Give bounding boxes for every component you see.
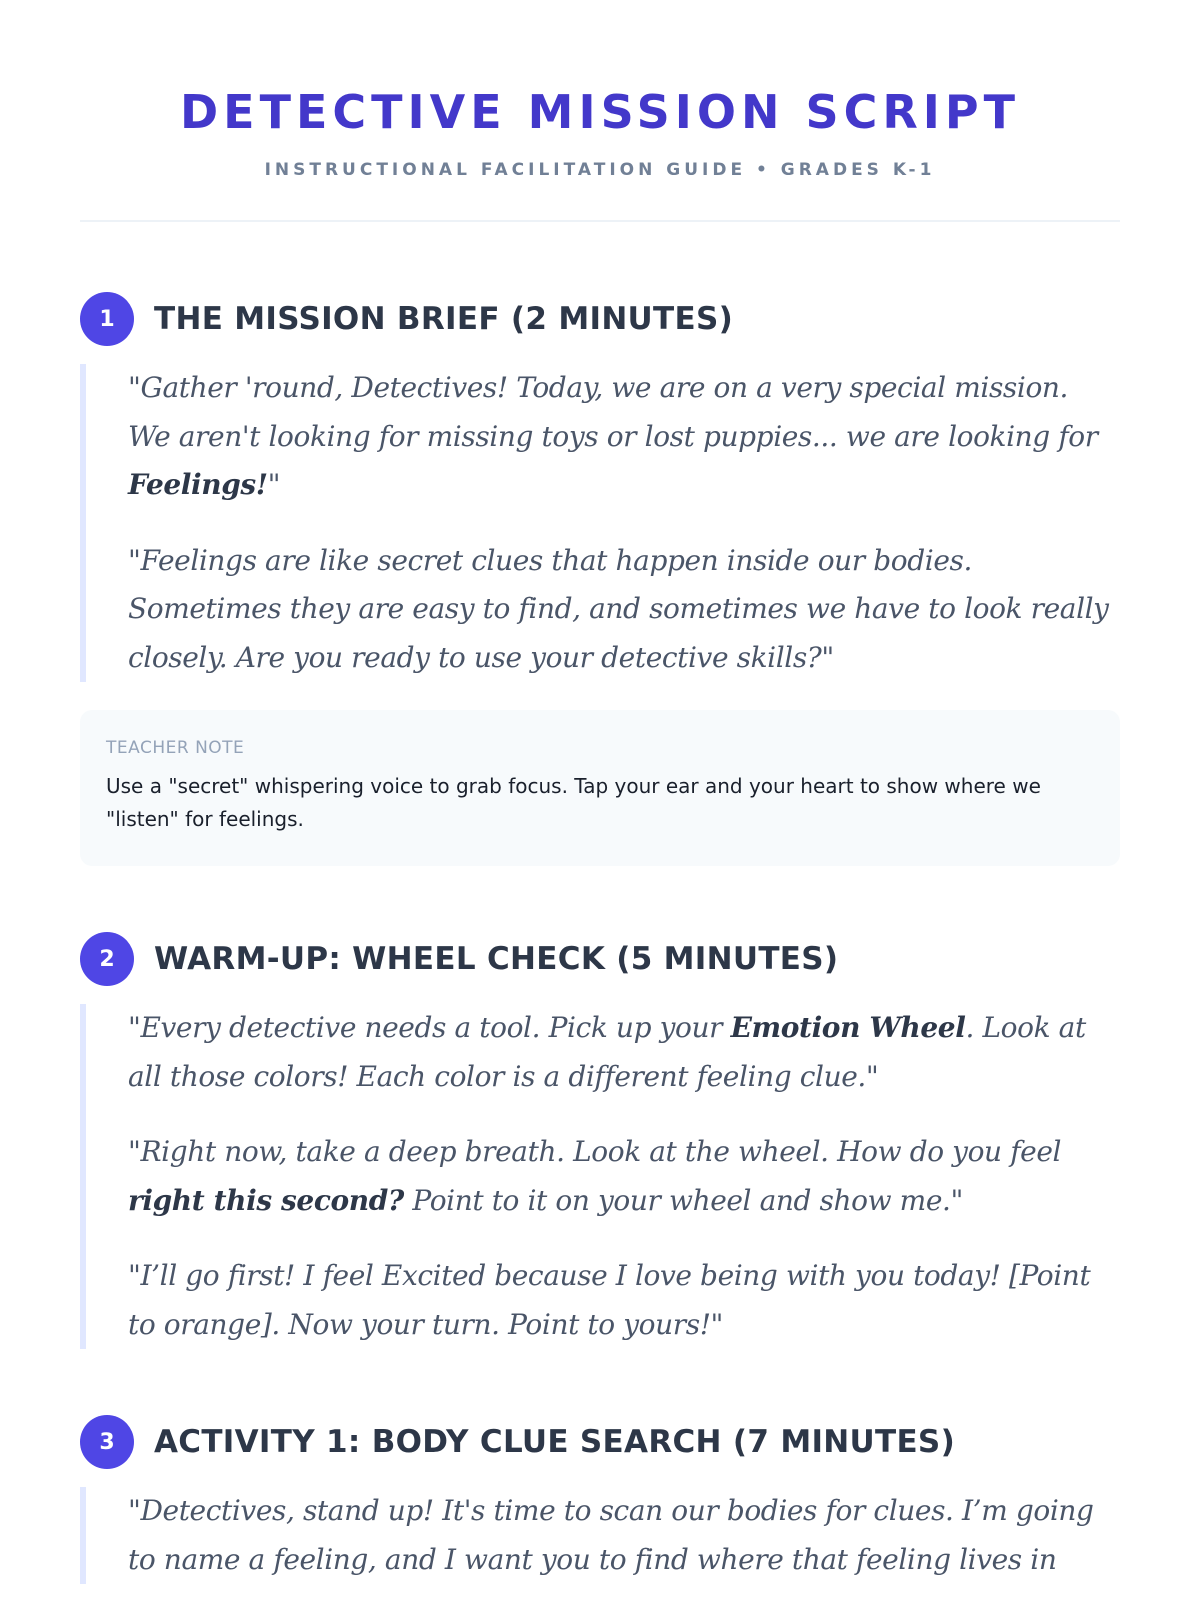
teacher-note-label: TEACHER NOTE <box>106 738 245 758</box>
section-heading <box>80 932 1120 986</box>
section-number-badge: 2 <box>80 932 134 986</box>
teacher-note-text: Use a "secret" whispering voice to grab focus. Tap your ear and your heart to show where we "listen" for feelings. <box>106 774 1041 831</box>
script-paragraph <box>128 1128 1112 1225</box>
script-emphasis: Feelings! <box>128 468 268 501</box>
script-emphasis: Emotion Wheel <box>730 1011 966 1044</box>
document-header <box>80 0 1120 222</box>
section-body-clue-search <box>80 1415 1120 1584</box>
script-paragraph <box>128 364 1112 510</box>
document-title: DETECTIVE MISSION SCRIPT <box>179 85 1021 139</box>
script-text: "I’ll go first! I feel Excited because I love being with you today! [Point to orange]. Now your turn. Point to yours!" <box>128 1259 1091 1341</box>
script-paragraph <box>128 537 1112 683</box>
script-text: "Right now, take a deep breath. Look at the wheel. How do you feel <box>128 1135 1062 1168</box>
script-text: "Gather 'round, Detectives! Today, we are on a very special mission. We aren't looking for missing toys or lost puppies... we are looking for <box>128 371 1098 453</box>
script-block <box>80 1004 1120 1349</box>
section-heading <box>80 292 1120 346</box>
section-number-badge: 1 <box>80 292 134 346</box>
teacher-note <box>80 710 1120 866</box>
script-text: "Feelings are like secret clues that happen inside our bodies. Sometimes they are easy to find, and sometimes we have to look really closely. Are you ready to use your detective skills?" <box>128 543 1109 674</box>
section-heading <box>80 1415 1120 1469</box>
section-title: WARM-UP: WHEEL CHECK (5 MINUTES) <box>154 941 839 977</box>
section-mission-brief <box>80 292 1120 866</box>
script-text: " <box>267 468 281 501</box>
script-block <box>80 364 1120 682</box>
script-text: "Detectives, stand up! It's time to scan our bodies for clues. I’m going to name a feeling, and I want you to find where that feeling lives in <box>128 1494 1094 1576</box>
script-emphasis: right this second? <box>128 1183 404 1217</box>
section-warm-up <box>80 932 1120 1349</box>
script-text: "Every detective needs a tool. Pick up your <box>128 1011 731 1044</box>
script-paragraph <box>128 1487 1112 1584</box>
script-text: . Look at all those colors! Each color is a different feeling clue." <box>128 1011 1086 1093</box>
section-title: ACTIVITY 1: BODY CLUE SEARCH (7 MINUTES) <box>154 1424 956 1460</box>
section-title: THE MISSION BRIEF (2 MINUTES) <box>154 301 734 337</box>
document-subtitle: INSTRUCTIONAL FACILITATION GUIDE • GRADES K-1 <box>264 160 936 180</box>
section-number-badge: 3 <box>80 1415 134 1469</box>
script-block <box>80 1487 1120 1584</box>
script-paragraph <box>128 1004 1112 1101</box>
script-paragraph <box>128 1252 1112 1349</box>
script-text: Point to it on your wheel and show me." <box>403 1183 963 1217</box>
